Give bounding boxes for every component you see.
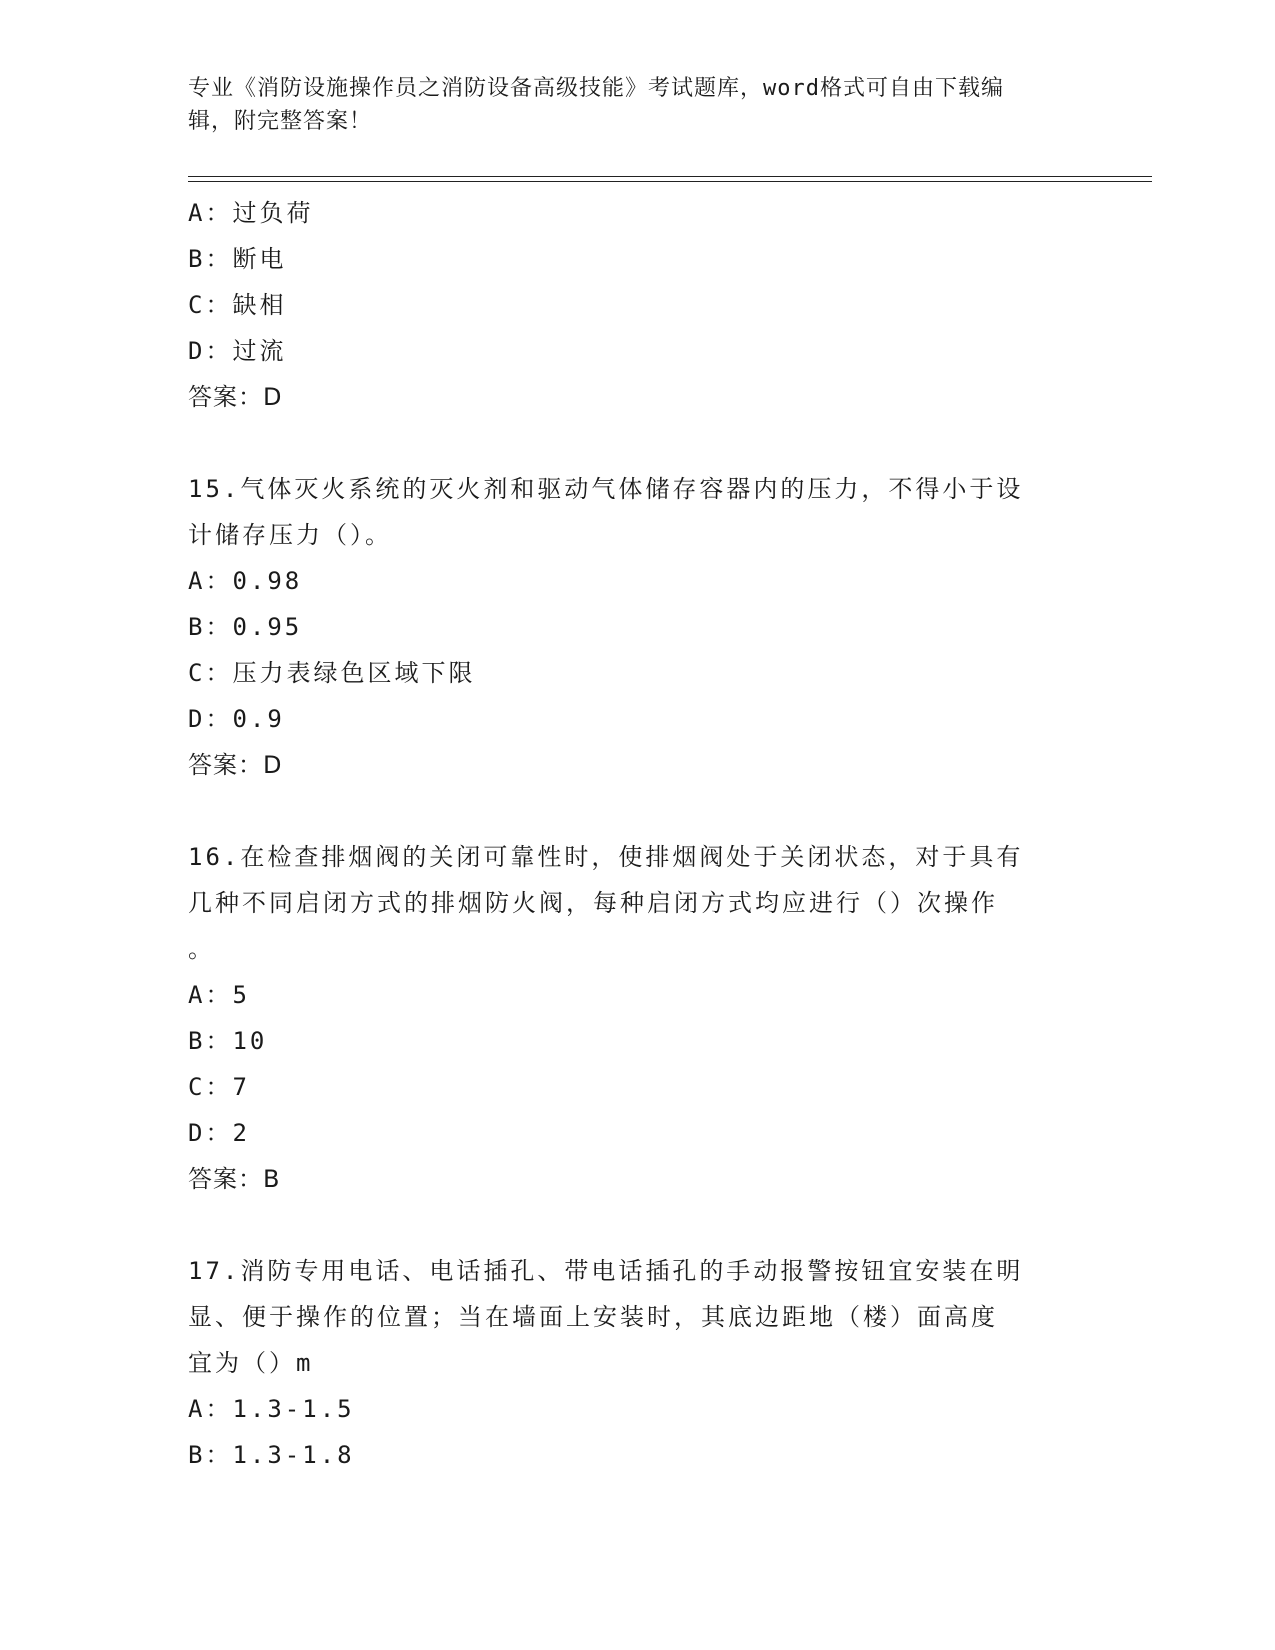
option-a: A：0.98 <box>188 567 303 595</box>
header-divider-top <box>188 176 1152 177</box>
question-content <box>188 190 1088 1478</box>
option-a: A：过负荷 <box>188 199 314 227</box>
question-17 <box>188 1248 1088 1478</box>
question-15 <box>188 466 1088 788</box>
question-16 <box>188 834 1088 1202</box>
answer: 答案：D <box>188 751 283 779</box>
option-b: B：断电 <box>188 245 287 273</box>
option-a: A：1.3-1.5 <box>188 1395 355 1423</box>
question-text-line-2: 显、便于操作的位置；当在墙面上安装时，其底边距地（楼）面高度 <box>188 1303 998 1331</box>
option-b: B：10 <box>188 1027 268 1055</box>
question-text-line-1: 17.消防专用电话、电话插孔、带电话插孔的手动报警按钮宜安装在明 <box>188 1257 1024 1285</box>
option-c: C：压力表绿色区域下限 <box>188 659 476 687</box>
question-text-line-1: 15.气体灭火系统的灭火剂和驱动气体储存容器内的压力，不得小于设 <box>188 475 1024 503</box>
option-c: C：7 <box>188 1073 250 1101</box>
question-text-line-3: 。 <box>188 935 215 963</box>
option-b: B：1.3-1.8 <box>188 1441 355 1469</box>
option-b: B：0.95 <box>188 613 303 641</box>
option-d: D：2 <box>188 1119 250 1147</box>
question-14 <box>188 190 1088 420</box>
option-c: C：缺相 <box>188 291 287 319</box>
option-a: A：5 <box>188 981 250 1009</box>
header-divider-bottom <box>188 181 1152 182</box>
answer: 答案：D <box>188 383 283 411</box>
answer: 答案：B <box>188 1165 281 1193</box>
question-text-line-3: 宜为（）m <box>188 1349 314 1377</box>
question-text-line-2: 几种不同启闭方式的排烟防火阀，每种启闭方式均应进行（）次操作 <box>188 889 998 917</box>
document-header <box>188 72 1068 138</box>
question-text-line-2: 计储存压力（）。 <box>188 521 392 549</box>
header-line-1: 专业《消防设施操作员之消防设备高级技能》考试题库，word格式可自由下载编 <box>188 76 1004 101</box>
question-text-line-1: 16.在检查排烟阀的关闭可靠性时，使排烟阀处于关闭状态，对于具有 <box>188 843 1024 871</box>
option-d: D：0.9 <box>188 705 285 733</box>
header-line-2: 辑，附完整答案！ <box>188 109 373 134</box>
option-d: D：过流 <box>188 337 287 365</box>
